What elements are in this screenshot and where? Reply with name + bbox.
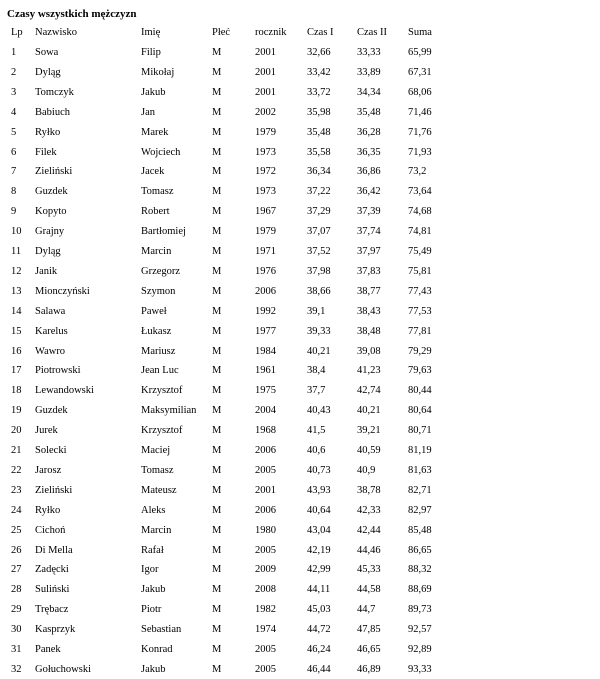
cell-czas-1: 37,98 — [307, 265, 331, 277]
header-plec: Płeć — [212, 27, 231, 38]
cell-imie: Jakub — [141, 584, 166, 596]
cell-rocznik: 1982 — [255, 604, 276, 616]
cell-suma: 67,31 — [408, 66, 432, 78]
cell-plec: M — [212, 445, 222, 456]
cell-suma: 80,44 — [408, 385, 432, 397]
cell-imie: Jean Luc — [141, 365, 179, 377]
cell-rocznik: 1980 — [255, 524, 276, 536]
cell-czas-1: 35,58 — [307, 146, 331, 158]
cell-czas-2: 35,48 — [357, 106, 381, 118]
header-czas-1: Czas I — [307, 27, 334, 38]
cell-plec: M — [212, 226, 222, 238]
cell-imie: Mikołaj — [141, 66, 175, 78]
cell-imie: Krzysztof — [141, 385, 183, 397]
cell-lp: 14 — [11, 305, 22, 317]
cell-czas-1: 37,22 — [307, 186, 331, 198]
cell-suma: 74,68 — [408, 206, 432, 218]
cell-plec: M — [212, 345, 222, 357]
cell-suma: 71,46 — [408, 106, 432, 118]
cell-lp: 6 — [11, 146, 17, 158]
cell-imie: Grzegorz — [141, 265, 181, 277]
cell-nazwisko: Sowa — [35, 47, 59, 58]
table-row — [0, 222, 600, 241]
cell-rocznik: 1979 — [255, 226, 276, 238]
cell-imie: Marek — [141, 126, 169, 138]
table-row — [0, 242, 600, 261]
cell-imie: Łukasz — [141, 325, 172, 337]
cell-nazwisko: Jarosz — [35, 464, 62, 476]
table-row — [0, 202, 600, 221]
cell-plec: M — [212, 126, 222, 138]
cell-suma: 82,97 — [408, 504, 432, 516]
cell-plec: M — [212, 285, 222, 297]
cell-plec: M — [212, 186, 222, 198]
cell-imie: Maciej — [141, 445, 171, 456]
cell-imie: Sebastian — [141, 624, 182, 636]
table-row — [0, 401, 600, 420]
cell-imie: Mateusz — [141, 484, 177, 496]
cell-czas-1: 38,66 — [307, 285, 331, 297]
cell-nazwisko: Babiuch — [35, 106, 70, 118]
cell-lp: 25 — [11, 524, 22, 536]
cell-suma: 75,81 — [408, 265, 432, 277]
cell-czas-1: 44,72 — [307, 624, 331, 636]
cell-lp: 4 — [11, 106, 17, 118]
cell-czas-2: 37,74 — [357, 226, 381, 238]
cell-czas-1: 38,4 — [307, 365, 326, 377]
cell-nazwisko: Grajny — [35, 226, 65, 238]
cell-nazwisko: Wawro — [35, 345, 66, 357]
cell-suma: 81,19 — [408, 445, 432, 456]
cell-czas-2: 36,35 — [357, 146, 381, 158]
cell-czas-1: 43,04 — [307, 524, 331, 536]
cell-plec: M — [212, 425, 222, 437]
cell-plec: M — [212, 644, 222, 655]
cell-plec: M — [212, 86, 222, 98]
cell-nazwisko: Trębacz — [35, 604, 69, 616]
cell-czas-2: 47,85 — [357, 624, 381, 636]
cell-nazwisko: Dyląg — [35, 66, 61, 78]
cell-plec: M — [212, 584, 222, 596]
cell-rocznik: 2005 — [255, 644, 276, 655]
cell-lp: 7 — [11, 166, 17, 178]
cell-plec: M — [212, 265, 222, 277]
cell-nazwisko: Lewandowski — [35, 385, 94, 397]
cell-czas-2: 44,7 — [357, 604, 376, 616]
cell-nazwisko: Ryłko — [35, 126, 61, 138]
cell-czas-2: 33,89 — [357, 66, 381, 78]
cell-nazwisko: Piotrowski — [35, 365, 81, 377]
cell-imie: Wojciech — [141, 146, 181, 158]
cell-lp: 29 — [11, 604, 22, 616]
cell-czas-1: 46,44 — [307, 663, 331, 675]
cell-rocznik: 1976 — [255, 265, 276, 277]
cell-lp: 11 — [11, 246, 22, 257]
cell-imie: Konrad — [141, 644, 173, 655]
cell-imie: Piotr — [141, 604, 162, 616]
cell-rocznik: 2001 — [255, 66, 276, 78]
cell-rocznik: 1973 — [255, 146, 276, 158]
cell-lp: 27 — [11, 564, 22, 576]
cell-imie: Szymon — [141, 285, 176, 297]
cell-imie: Aleks — [141, 504, 166, 516]
header-lp: Lp — [11, 27, 23, 38]
cell-lp: 3 — [11, 86, 17, 98]
cell-rocznik: 1973 — [255, 186, 276, 198]
cell-imie: Filip — [141, 47, 161, 58]
table-row — [0, 481, 600, 500]
cell-rocznik: 1968 — [255, 425, 276, 437]
cell-plec: M — [212, 47, 222, 58]
cell-suma: 68,06 — [408, 86, 432, 98]
cell-suma: 77,43 — [408, 285, 432, 297]
cell-suma: 81,63 — [408, 464, 432, 476]
cell-rocznik: 2001 — [255, 484, 276, 496]
cell-suma: 74,81 — [408, 226, 432, 238]
table-row — [0, 580, 600, 599]
cell-rocznik: 2005 — [255, 544, 276, 556]
cell-plec: M — [212, 106, 222, 118]
cell-czas-2: 38,43 — [357, 305, 381, 317]
cell-czas-1: 39,1 — [307, 305, 326, 317]
cell-czas-1: 37,52 — [307, 246, 331, 257]
cell-rocznik: 2005 — [255, 663, 276, 675]
cell-czas-2: 36,42 — [357, 186, 381, 198]
cell-nazwisko: Di Mella — [35, 544, 73, 556]
cell-lp: 23 — [11, 484, 22, 496]
cell-czas-1: 40,21 — [307, 345, 331, 357]
cell-plec: M — [212, 166, 222, 178]
cell-suma: 85,48 — [408, 524, 432, 536]
cell-czas-2: 36,28 — [357, 126, 381, 138]
cell-nazwisko: Guzdek — [35, 186, 68, 198]
cell-nazwisko: Panek — [35, 644, 61, 655]
cell-nazwisko: Jurek — [35, 425, 58, 437]
cell-plec: M — [212, 365, 222, 377]
cell-suma: 75,49 — [408, 246, 432, 257]
table-row — [0, 262, 600, 281]
cell-suma: 77,81 — [408, 325, 432, 337]
cell-lp: 2 — [11, 66, 17, 78]
cell-czas-2: 34,34 — [357, 86, 381, 98]
cell-lp: 12 — [11, 265, 22, 277]
cell-rocznik: 1977 — [255, 325, 276, 337]
cell-suma: 80,64 — [408, 405, 432, 417]
cell-imie: Tomasz — [141, 186, 174, 198]
cell-lp: 16 — [11, 345, 22, 357]
cell-rocznik: 1971 — [255, 246, 276, 257]
cell-czas-1: 39,33 — [307, 325, 331, 337]
cell-czas-2: 40,21 — [357, 405, 381, 417]
cell-suma: 71,93 — [408, 146, 432, 158]
table-row — [0, 63, 600, 82]
cell-lp: 5 — [11, 126, 17, 138]
cell-imie: Krzysztof — [141, 425, 183, 437]
cell-suma: 79,63 — [408, 365, 432, 377]
cell-imie: Mariusz — [141, 345, 176, 357]
table-row — [0, 381, 600, 400]
cell-suma: 92,89 — [408, 644, 432, 655]
cell-czas-1: 37,7 — [307, 385, 326, 397]
cell-rocznik: 2001 — [255, 47, 276, 58]
cell-rocznik: 2002 — [255, 106, 276, 118]
table-row — [0, 541, 600, 560]
cell-lp: 15 — [11, 325, 22, 337]
table-row — [0, 143, 600, 162]
cell-imie: Paweł — [141, 305, 167, 317]
cell-suma: 92,57 — [408, 624, 432, 636]
cell-nazwisko: Zieliński — [35, 484, 73, 496]
cell-nazwisko: Cichoń — [35, 524, 66, 536]
table-row — [0, 600, 600, 619]
table-row — [0, 103, 600, 122]
header-nazwisko: Nazwisko — [35, 27, 77, 38]
cell-lp: 32 — [11, 663, 22, 675]
table-row — [0, 342, 600, 361]
cell-czas-1: 36,34 — [307, 166, 331, 178]
cell-lp: 8 — [11, 186, 17, 198]
cell-czas-2: 36,86 — [357, 166, 381, 178]
cell-suma: 73,2 — [408, 166, 427, 178]
cell-nazwisko: Zieliński — [35, 166, 73, 178]
cell-nazwisko: Gołuchowski — [35, 663, 91, 675]
cell-rocznik: 1974 — [255, 624, 276, 636]
cell-rocznik: 2006 — [255, 285, 276, 297]
cell-czas-1: 42,19 — [307, 544, 331, 556]
table-row — [0, 421, 600, 440]
cell-plec: M — [212, 305, 222, 317]
cell-lp: 30 — [11, 624, 22, 636]
cell-rocznik: 1961 — [255, 365, 276, 377]
cell-czas-1: 42,99 — [307, 564, 331, 576]
cell-imie: Jacek — [141, 166, 165, 178]
header-imie: Imię — [141, 27, 161, 38]
cell-czas-1: 37,29 — [307, 206, 331, 218]
cell-czas-1: 37,07 — [307, 226, 331, 238]
cell-suma: 79,29 — [408, 345, 432, 357]
cell-czas-2: 33,33 — [357, 47, 381, 58]
cell-nazwisko: Kasprzyk — [35, 624, 76, 636]
cell-nazwisko: Suliński — [35, 584, 70, 596]
cell-czas-2: 37,83 — [357, 265, 381, 277]
table-row — [0, 660, 600, 679]
cell-czas-1: 45,03 — [307, 604, 331, 616]
cell-lp: 18 — [11, 385, 22, 397]
table-row — [0, 620, 600, 639]
cell-czas-2: 42,33 — [357, 504, 381, 516]
cell-lp: 31 — [11, 644, 22, 655]
cell-rocznik: 2005 — [255, 464, 276, 476]
cell-czas-1: 40,73 — [307, 464, 331, 476]
cell-suma: 89,73 — [408, 604, 432, 616]
cell-imie: Rafał — [141, 544, 164, 556]
cell-czas-2: 40,59 — [357, 445, 381, 456]
cell-czas-2: 46,65 — [357, 644, 381, 655]
cell-czas-2: 44,58 — [357, 584, 381, 596]
table-row — [0, 83, 600, 102]
cell-czas-1: 35,48 — [307, 126, 331, 138]
cell-rocznik: 1979 — [255, 126, 276, 138]
cell-suma: 86,65 — [408, 544, 432, 556]
header-czas-2: Czas II — [357, 27, 388, 38]
cell-czas-1: 41,5 — [307, 425, 326, 437]
cell-suma: 71,76 — [408, 126, 432, 138]
cell-czas-2: 38,78 — [357, 484, 381, 496]
cell-suma: 77,53 — [408, 305, 432, 317]
cell-czas-1: 46,24 — [307, 644, 331, 655]
cell-lp: 10 — [11, 226, 22, 238]
cell-czas-1: 32,66 — [307, 47, 331, 58]
cell-lp: 1 — [11, 47, 17, 58]
cell-plec: M — [212, 206, 222, 218]
cell-nazwisko: Zadęcki — [35, 564, 69, 576]
cell-plec: M — [212, 146, 222, 158]
table-row — [0, 640, 600, 659]
cell-czas-2: 42,44 — [357, 524, 381, 536]
cell-suma: 93,33 — [408, 663, 432, 675]
table-row — [0, 441, 600, 460]
cell-czas-2: 46,89 — [357, 663, 381, 675]
table-row — [0, 302, 600, 321]
cell-czas-1: 40,64 — [307, 504, 331, 516]
cell-czas-2: 37,97 — [357, 246, 381, 257]
cell-czas-2: 41,23 — [357, 365, 381, 377]
cell-suma: 82,71 — [408, 484, 432, 496]
cell-lp: 9 — [11, 206, 17, 218]
cell-czas-2: 42,74 — [357, 385, 381, 397]
cell-lp: 13 — [11, 285, 22, 297]
cell-rocznik: 2001 — [255, 86, 276, 98]
cell-imie: Maksymilian — [141, 405, 197, 417]
cell-imie: Tomasz — [141, 464, 174, 476]
cell-plec: M — [212, 504, 222, 516]
cell-imie: Marcin — [141, 524, 172, 536]
cell-rocznik: 2009 — [255, 564, 276, 576]
cell-plec: M — [212, 464, 222, 476]
cell-imie: Bartłomiej — [141, 226, 186, 238]
cell-czas-1: 43,93 — [307, 484, 331, 496]
cell-lp: 21 — [11, 445, 22, 456]
cell-plec: M — [212, 544, 222, 556]
cell-czas-2: 38,77 — [357, 285, 381, 297]
cell-czas-1: 40,43 — [307, 405, 331, 417]
cell-imie: Jakub — [141, 86, 166, 98]
cell-czas-1: 44,11 — [307, 584, 331, 596]
cell-rocznik: 2008 — [255, 584, 276, 596]
cell-czas-1: 35,98 — [307, 106, 331, 118]
table-row — [0, 461, 600, 480]
table-row — [0, 361, 600, 380]
cell-imie: Igor — [141, 564, 159, 576]
cell-nazwisko: Solecki — [35, 445, 67, 456]
cell-lp: 22 — [11, 464, 22, 476]
cell-plec: M — [212, 385, 222, 397]
table-row — [0, 521, 600, 540]
cell-rocznik: 1972 — [255, 166, 276, 178]
cell-imie: Robert — [141, 206, 170, 218]
cell-czas-2: 45,33 — [357, 564, 381, 576]
cell-czas-2: 40,9 — [357, 464, 376, 476]
header-suma: Suma — [408, 27, 432, 38]
cell-imie: Jakub — [141, 663, 166, 675]
table-row — [0, 123, 600, 142]
table-row — [0, 43, 600, 62]
cell-lp: 26 — [11, 544, 22, 556]
cell-plec: M — [212, 325, 222, 337]
cell-nazwisko: Tomczyk — [35, 86, 74, 98]
cell-suma: 73,64 — [408, 186, 432, 198]
cell-imie: Jan — [141, 106, 155, 118]
table-row — [0, 162, 600, 181]
cell-plec: M — [212, 604, 222, 616]
cell-rocznik: 1975 — [255, 385, 276, 397]
cell-plec: M — [212, 246, 222, 257]
cell-czas-1: 33,72 — [307, 86, 331, 98]
cell-plec: M — [212, 663, 222, 675]
cell-nazwisko: Guzdek — [35, 405, 68, 417]
table-row — [0, 182, 600, 201]
cell-rocznik: 1984 — [255, 345, 276, 357]
cell-suma: 80,71 — [408, 425, 432, 437]
cell-rocznik: 1967 — [255, 206, 276, 218]
cell-plec: M — [212, 564, 222, 576]
cell-rocznik: 2004 — [255, 405, 276, 417]
cell-czas-2: 37,39 — [357, 206, 381, 218]
cell-suma: 88,32 — [408, 564, 432, 576]
cell-czas-2: 44,46 — [357, 544, 381, 556]
cell-imie: Marcin — [141, 246, 172, 257]
cell-plec: M — [212, 66, 222, 78]
table-row — [0, 282, 600, 301]
cell-nazwisko: Janik — [35, 265, 58, 277]
cell-nazwisko: Kopyto — [35, 206, 67, 218]
cell-lp: 19 — [11, 405, 22, 417]
cell-nazwisko: Salawa — [35, 305, 66, 317]
page-title: Czasy wszystkich mężczyzn — [7, 8, 137, 20]
cell-rocznik: 2006 — [255, 445, 276, 456]
cell-nazwisko: Karelus — [35, 325, 68, 337]
cell-plec: M — [212, 624, 222, 636]
header-rocznik: rocznik — [255, 27, 287, 38]
cell-rocznik: 1992 — [255, 305, 276, 317]
cell-czas-1: 33,42 — [307, 66, 331, 78]
cell-lp: 24 — [11, 504, 22, 516]
cell-czas-2: 39,21 — [357, 425, 381, 437]
cell-lp: 20 — [11, 425, 22, 437]
cell-suma: 65,99 — [408, 47, 432, 58]
cell-plec: M — [212, 484, 222, 496]
table-row — [0, 501, 600, 520]
cell-nazwisko: Filek — [35, 146, 57, 158]
cell-suma: 88,69 — [408, 584, 432, 596]
cell-nazwisko: Ryłko — [35, 504, 61, 516]
cell-czas-1: 40,6 — [307, 445, 326, 456]
cell-plec: M — [212, 405, 222, 417]
cell-nazwisko: Mionczyński — [35, 285, 90, 297]
cell-nazwisko: Dyląg — [35, 246, 61, 257]
cell-lp: 17 — [11, 365, 22, 377]
cell-rocznik: 2006 — [255, 504, 276, 516]
cell-czas-2: 38,48 — [357, 325, 381, 337]
cell-lp: 28 — [11, 584, 22, 596]
cell-czas-2: 39,08 — [357, 345, 381, 357]
table-row — [0, 560, 600, 579]
table-row — [0, 322, 600, 341]
table-header — [0, 23, 600, 42]
cell-plec: M — [212, 524, 222, 536]
